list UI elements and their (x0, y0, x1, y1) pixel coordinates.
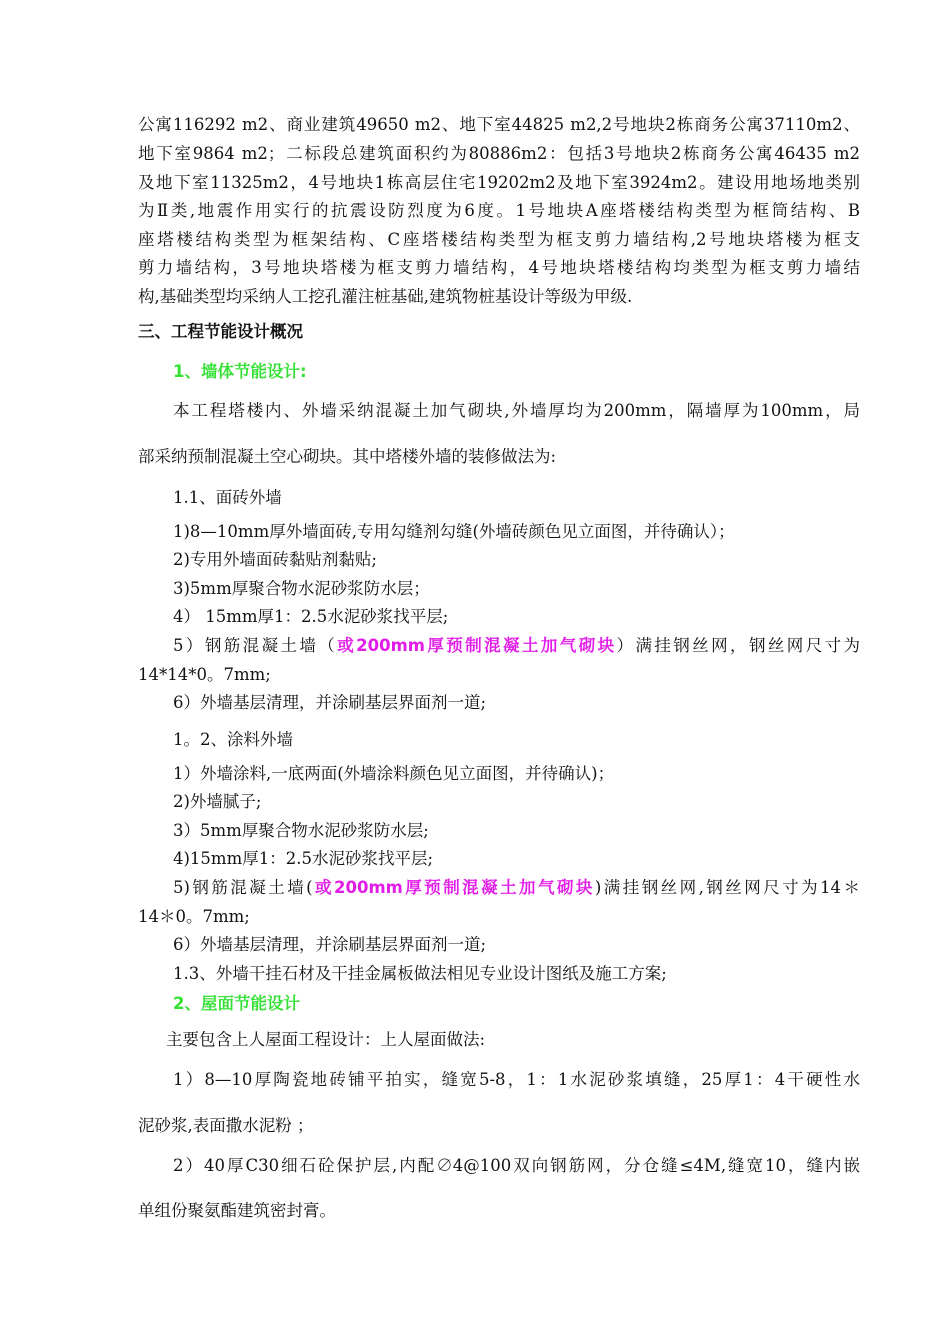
roof-item-2-line-1: 2）40厚C30细石砼保护层,内配∅4@100双向钢筋网，分仓缝≤4M,缝宽10，缝内嵌 (173, 1156, 860, 1175)
wall-section-title: 1、墙体节能设计: (173, 362, 307, 381)
roof-item-1-line-2: 泥砂浆,表面撒水泥粉 ； (138, 1116, 314, 1135)
tile-item-5-prefix: 5）钢筋混凝土墙（ (173, 636, 338, 655)
intro-line-4: 为Ⅱ类,地震作用实行的抗震设防烈度为6度。1号地块A座塔楼结构类型为框筒结构、B (138, 201, 860, 220)
tile-item-2: 2)专用外墙面砖黏贴剂黏贴; (173, 550, 377, 569)
paint-item-1: 1）外墙涂料,一底两面(外墙涂料颜色见立面图，并待确认)； (173, 764, 615, 783)
paint-item-5 (173, 877, 860, 899)
intro-line-1: 公寓116292 m2、商业建筑49650 m2、地下室44825 m2,2号地块2栋商务公寓37110m2、 (138, 115, 860, 134)
paint-item-5-continuation: 14＊0。7mm; (138, 907, 250, 926)
paint-item-6: 6）外墙基层清理，并涂刷基层界面剂一道; (173, 935, 487, 954)
tile-item-5-highlight: 或200mm厚预制混凝土加气砌块 (337, 636, 617, 655)
paint-item-3: 3）5mm厚聚合物水泥砂浆防水层; (173, 821, 429, 840)
paint-item-5-highlight: 或200mm厚预制混凝土加气砌块 (312, 878, 595, 897)
intro-line-6: 剪力墙结构，3号地块塔楼为框支剪力墙结构，4号地块塔楼结构均类型为框支剪力墙结 (138, 258, 860, 277)
intro-line-5: 座塔楼结构类型为框架结构、C座塔楼结构类型为框支剪力墙结构,2号地块塔楼为框支 (138, 230, 860, 249)
paint-item-5-suffix: )满挂钢丝网,钢丝网尺寸为14＊ (594, 878, 860, 897)
wall-paragraph-line-1: 本工程塔楼内、外墙采纳混凝土加气砌块,外墙厚均为200mm，隔墙厚为100mm，局 (173, 401, 860, 420)
tile-wall-title: 1.1、面砖外墙 (173, 488, 282, 507)
paint-item-2: 2)外墙腻子; (173, 792, 262, 811)
paint-item-4: 4)15mm厚1：2.5水泥砂浆找平层; (173, 849, 434, 868)
tile-item-5 (173, 635, 860, 657)
intro-line-2: 地下室9864 m2；二标段总建筑面积约为80886m2：包括3号地块2栋商务公寓46435 m2 (138, 144, 860, 163)
tile-item-4: 4） 15mm厚1：2.5水泥砂浆找平层; (173, 607, 449, 626)
tile-item-5-suffix: ）满挂钢丝网，钢丝网尺寸为 (616, 636, 861, 655)
stone-wall-item: 1.3、外墙干挂石材及干挂金属板做法相见专业设计图纸及施工方案; (173, 964, 667, 983)
wall-paragraph-line-2: 部采纳预制混凝土空心砌块。其中塔楼外墙的装修做法为: (138, 447, 557, 466)
roof-item-2-line-2: 单组份聚氨酯建筑密封膏。 (138, 1201, 336, 1220)
tile-item-3: 3)5mm厚聚合物水泥砂浆防水层； (173, 579, 430, 598)
roof-section-title: 2、屋面节能设计 (173, 994, 300, 1013)
paint-item-5-prefix: 5)钢筋混凝土墙( (173, 878, 313, 897)
section-title: 三、工程节能设计概况 (138, 322, 303, 341)
intro-line-7: 构,基础类型均采纳人工挖孔灌注桩基础,建筑物桩基设计等级为甲级. (138, 287, 633, 306)
tile-item-5-continuation: 14*14*0。7mm; (138, 665, 271, 684)
tile-item-6: 6）外墙基层清理，并涂刷基层界面剂一道; (173, 693, 487, 712)
paint-wall-title: 1。2、涂料外墙 (173, 730, 293, 749)
intro-line-3: 及地下室11325m2，4号地块1栋高层住宅19202m2及地下室3924m2。建设用地场地类别 (138, 173, 860, 192)
roof-intro: 主要包含上人屋面工程设计：上人屋面做法: (166, 1030, 486, 1049)
tile-item-1: 1)8—10mm厚外墙面砖,专用勾缝剂勾缝(外墙砖颜色见立面图，并待确认）； (173, 522, 735, 541)
roof-item-1-line-1: 1）8—10厚陶瓷地砖铺平拍实，缝宽5-8，1：1水泥砂浆填缝，25厚1：4干硬性水 (173, 1070, 860, 1089)
